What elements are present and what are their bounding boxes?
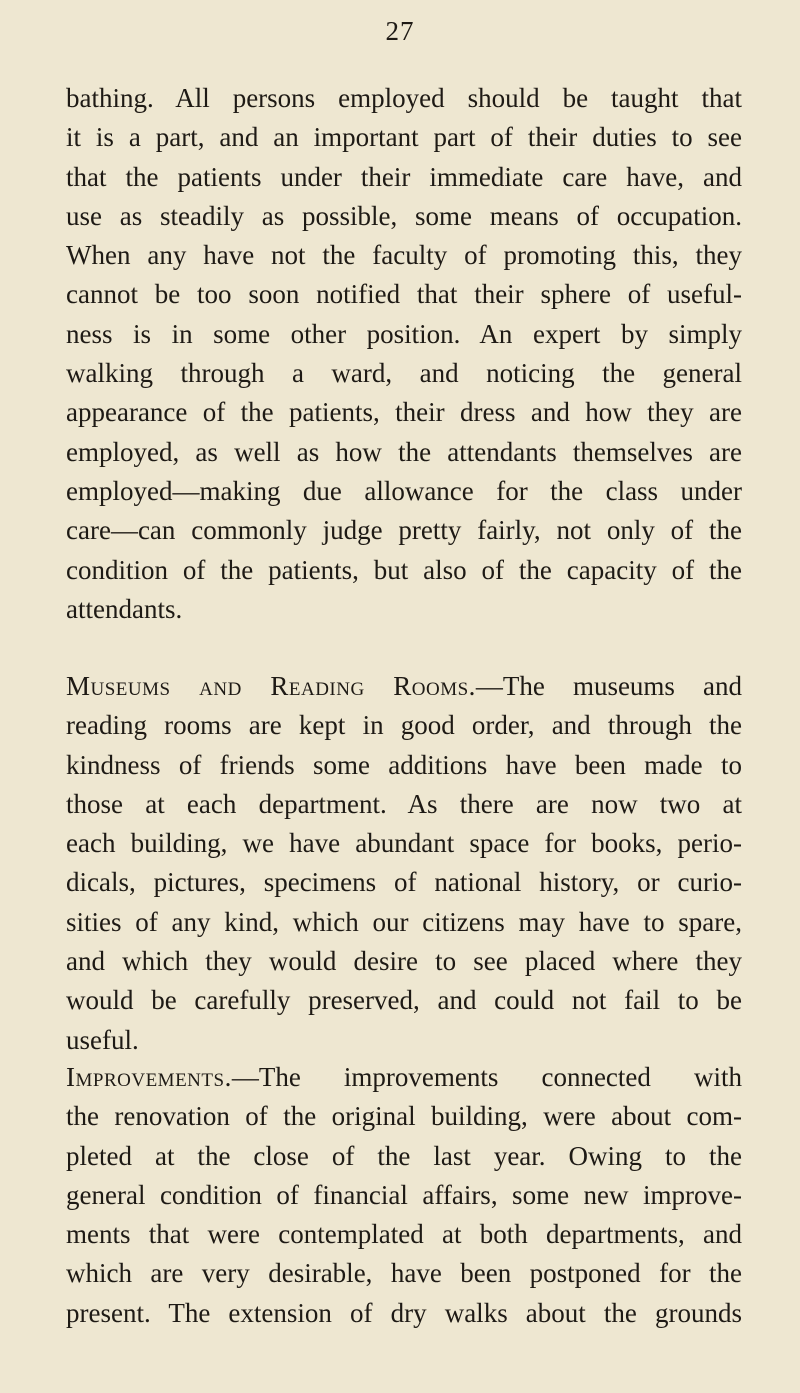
text-line: attendants.: [66, 593, 183, 624]
text-line: those at each department. As there are now two at: [66, 788, 742, 819]
text-line: employed—making due allowance for the class under: [66, 475, 742, 506]
text-line: general condition of financial affairs, some new improve-: [66, 1179, 742, 1210]
text-line: ments that were contemplated at both departments, and: [66, 1219, 742, 1250]
text-line: and which they would desire to see placed where they: [66, 946, 742, 977]
text-line: sities of any kind, which our citizens may have to spare,: [66, 906, 742, 937]
text-line: cannot be too soon notified that their sphere of useful-: [66, 279, 742, 310]
text-line: condition of the patients, but also of the capacity of the: [66, 554, 742, 585]
text-line: [66, 1058, 742, 1097]
text-line: present. The extension of dry walks about the grounds: [66, 1297, 742, 1328]
section-heading: Museums and Reading Rooms.: [66, 671, 476, 701]
text-line: it is a part, and an important part of their duties to see: [66, 122, 742, 153]
text-run: —The museums and: [475, 671, 742, 701]
text-line: employed, as well as how the attendants themselves are: [66, 436, 742, 467]
paragraph-improvements: [66, 1058, 742, 1333]
text-line: which are very desirable, have been postponed for the: [66, 1258, 742, 1289]
text-line: each building, we have abundant space for books, perio-: [66, 828, 742, 859]
text-line: pleted at the close of the last year. Owing to the: [66, 1140, 742, 1171]
paragraph-museums: [66, 667, 742, 1060]
text-line: useful.: [66, 1024, 139, 1055]
text-line: appearance of the patients, their dress and how they are: [66, 397, 742, 428]
text-line: would be carefully preserved, and could not fail to be: [66, 985, 742, 1016]
text-line: reading rooms are kept in good order, and through the: [66, 710, 742, 741]
text-line: ness is in some other position. An expert by simply: [66, 318, 742, 349]
text-line: bathing. All persons employed should be taught that: [66, 83, 742, 113]
text-line: use as steadily as possible, some means of occupation.: [66, 200, 742, 231]
text-run: —The improvements connected with: [231, 1062, 742, 1092]
text-line: care—can commonly judge pretty fairly, not only of the: [66, 515, 742, 546]
text-line: walking through a ward, and noticing the general: [66, 358, 742, 389]
paragraph-attendants: [66, 79, 742, 629]
text-line: the renovation of the original building, were about com-: [66, 1101, 742, 1132]
text-line: When any have not the faculty of promoting this, they: [66, 240, 742, 271]
text-line: dicals, pictures, specimens of national history, or curio-: [66, 867, 742, 898]
text-line: kindness of friends some additions have been made to: [66, 749, 742, 780]
section-heading: Improvements.: [66, 1062, 232, 1092]
text-line: [66, 667, 742, 706]
text-line: that the patients under their immediate care have, and: [66, 161, 742, 192]
page-number: 27: [385, 16, 415, 46]
